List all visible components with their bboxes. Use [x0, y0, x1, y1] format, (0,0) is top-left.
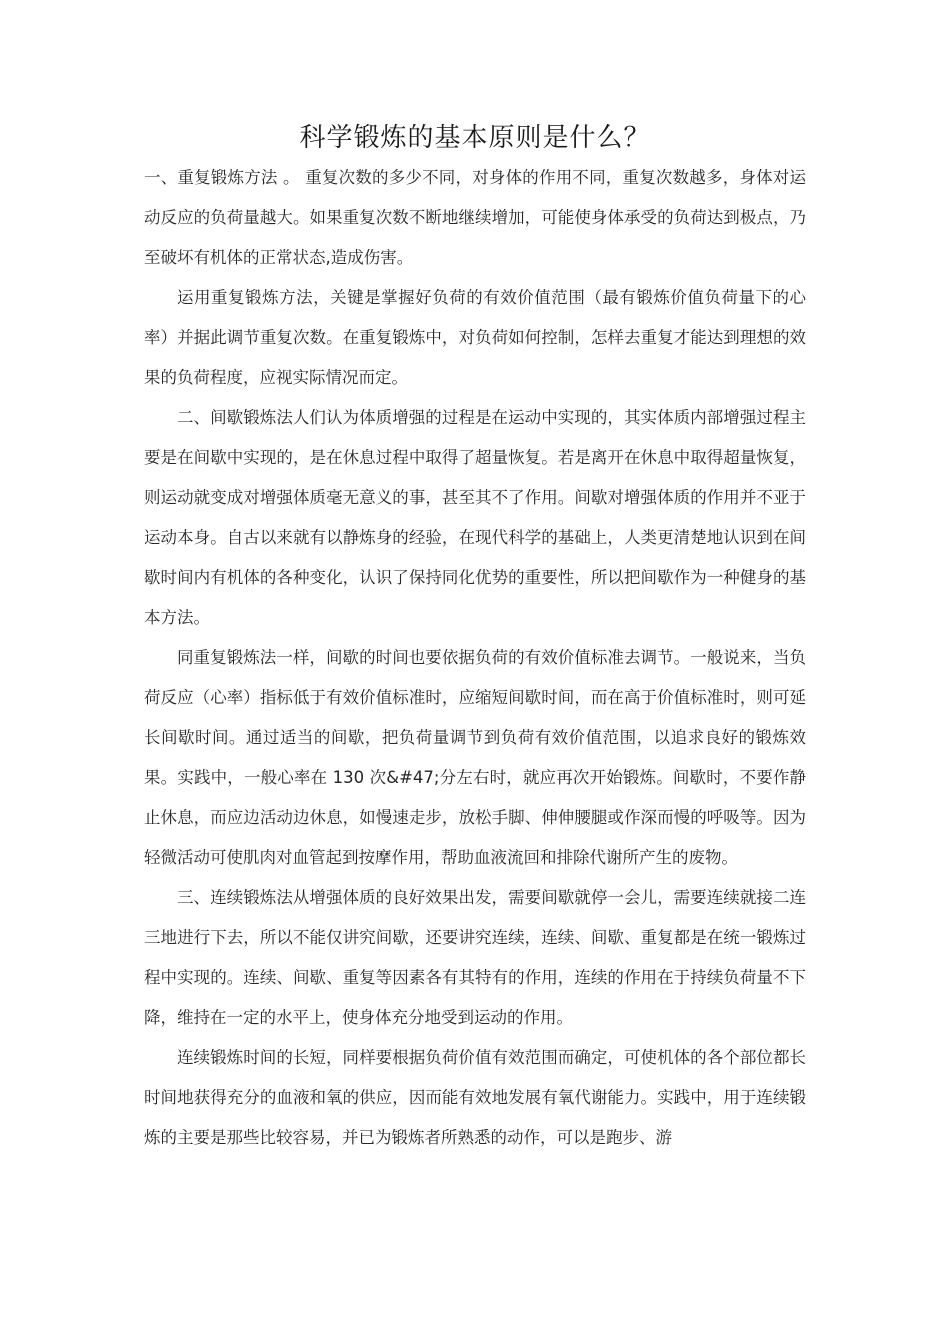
document-body	[144, 158, 806, 1158]
paragraph-interval-adjustment: 同重复锻炼法一样，间歇的时间也要依据负荷的有效价值标准去调节。一般说来，当负荷反应（心率）指标低于有效价值标准时，应缩短间歇时间，而在高于价值标准时，则可延长间歇时间。通过适当的间歇，把负荷量调节到负荷有效价值范围，以追求良好的锻炼效果。实践中，一般心率在 130 次&#47;分左右时，就应再次开始锻炼。间歇时，不要作静止休息，而应边活动边休息，如慢速走步，放松手脚、伸伸腰腿或作深而慢的呼吸等。因为轻微活动可使肌肉对血管起到按摩作用，帮助血液流回和排除代谢所产生的废物。	[144, 648, 806, 867]
paragraph-continuous-method: 三、连续锻炼法从增强体质的良好效果出发，需要间歇就停一会儿，需要连续就接二连三地进行下去，所以不能仅讲究间歇，还要讲究连续，连续、间歇、重复都是在统一锻炼过程中实现的。连续、间歇、重复等因素各有其特有的作用，连续的作用在于持续负荷量不下降，维持在一定的水平上，使身体充分地受到运动的作用。	[144, 888, 806, 1027]
paragraph-repetition-method: 一、重复锻炼方法 。 重复次数的多少不同，对身体的作用不同，重复次数越多，身体对运动反应的负荷量越大。如果重复次数不断地继续增加，可能使身体承受的负荷达到极点，乃至破坏有机体的正常状态,造成伤害。	[144, 168, 806, 267]
paragraph-interval-method: 二、间歇锻炼法人们认为体质增强的过程是在运动中实现的，其实体质内部增强过程主要是在间歇中实现的，是在休息过程中取得了超量恢复。若是离开在休息中取得超量恢复，则运动就变成对增强体质毫无意义的事，甚至其不了作用。间歇对增强体质的作用并不亚于运动本身。自古以来就有以静炼身的经验，在现代科学的基础上，人类更清楚地认识到在间歇时间内有机体的各种变化，认识了保持同化优势的重要性，所以把间歇作为一种健身的基本方法。	[144, 408, 806, 627]
document-title: 科学锻炼的基本原则是什么？	[299, 123, 651, 153]
paragraph-continuous-duration: 连续锻炼时间的长短，同样要根据负荷价值有效范围而确定，可使机体的各个部位都长时间地获得充分的血液和氧的供应，因而能有效地发展有氧代谢能力。实践中，用于连续锻炼的主要是那些比较容易，并已为锻炼者所熟悉的动作，可以是跑步、游	[144, 1048, 806, 1147]
paragraph-repetition-usage: 运用重复锻炼方法，关键是掌握好负荷的有效价值范围（最有锻炼价值负荷量下的心率）并据此调节重复次数。在重复锻炼中，对负荷如何控制，怎样去重复才能达到理想的效果的负荷程度，应视实际情况而定。	[144, 288, 806, 387]
